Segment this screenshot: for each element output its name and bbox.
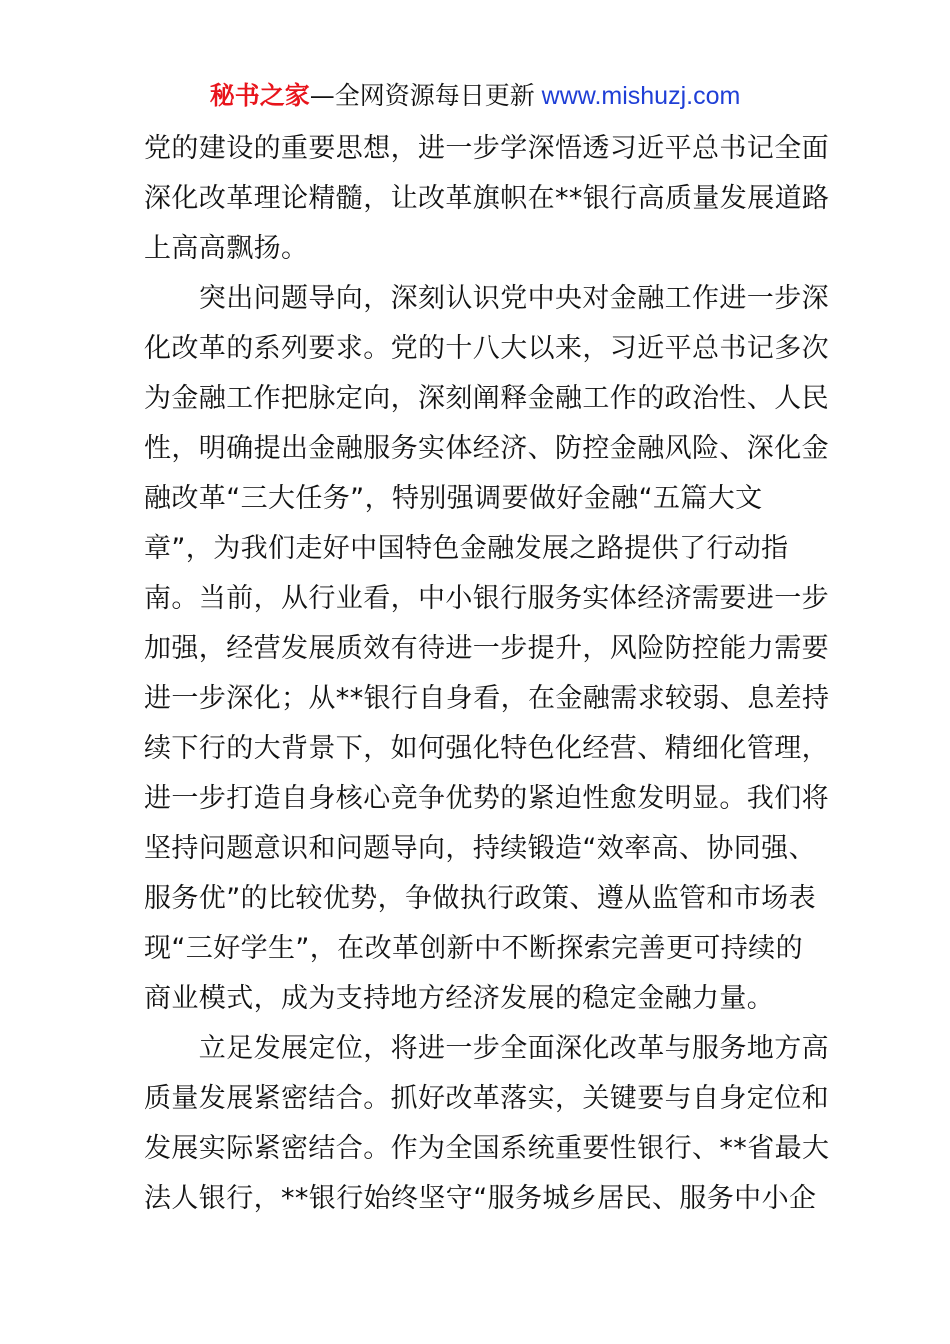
text-line: 深化改革理论精髓，让改革旗帜在**银行高质量发展道路 <box>144 183 830 214</box>
text-line: 加强，经营发展质效有待进一步提升，风险防控能力需要 <box>144 633 829 664</box>
text-line: 上高高飘扬。 <box>144 233 309 264</box>
site-slogan: —全网资源每日更新 <box>309 81 535 110</box>
text-line: 服务优”的比较优势，争做执行政策、遵从监管和市场表 <box>144 883 816 914</box>
text-line: 性，明确提出金融服务实体经济、防控金融风险、深化金 <box>144 433 829 464</box>
text-line: 为金融工作把脉定向，深刻阐释金融工作的政治性、人民 <box>144 383 829 414</box>
text-line: 章”，为我们走好中国特色金融发展之路提供了行动指 <box>144 533 789 564</box>
text-line: 坚持问题意识和问题导向，持续锻造“效率高、协同强、 <box>144 833 816 864</box>
text-line: 法人银行，**银行始终坚守“服务城乡居民、服务中小企 <box>144 1183 817 1214</box>
document-body <box>144 124 830 1224</box>
text-line: 化改革的系列要求。党的十八大以来，习近平总书记多次 <box>144 333 829 364</box>
site-url-link[interactable]: www.mishuzj.com <box>534 82 741 110</box>
text-line: 南。当前，从行业看，中小银行服务实体经济需要进一步 <box>144 583 829 614</box>
text-line: 续下行的大背景下，如何强化特色化经营、精细化管理， <box>144 733 829 764</box>
text-line: 质量发展紧密结合。抓好改革落实，关键要与自身定位和 <box>144 1083 829 1114</box>
text-line: 进一步打造自身核心竞争优势的紧迫性愈发明显。我们将 <box>144 783 829 814</box>
text-line: 商业模式，成为支持地方经济发展的稳定金融力量。 <box>144 983 775 1014</box>
text-line: 发展实际紧密结合。作为全国系统重要性银行、**省最大 <box>144 1133 830 1164</box>
site-brand: 秘书之家 <box>209 81 310 110</box>
text-line: 突出问题导向，深刻认识党中央对金融工作进一步深 <box>144 283 829 314</box>
site-header <box>0 78 950 114</box>
text-line: 进一步深化；从**银行自身看，在金融需求较弱、息差持 <box>144 683 830 714</box>
text-line: 党的建设的重要思想，进一步学深悟透习近平总书记全面 <box>144 133 829 164</box>
text-line: 融改革“三大任务”，特别强调要做好金融“五篇大文 <box>144 483 763 514</box>
text-line: 现“三好学生”，在改革创新中不断探索完善更可持续的 <box>144 933 803 964</box>
text-line: 立足发展定位，将进一步全面深化改革与服务地方高 <box>144 1033 829 1064</box>
